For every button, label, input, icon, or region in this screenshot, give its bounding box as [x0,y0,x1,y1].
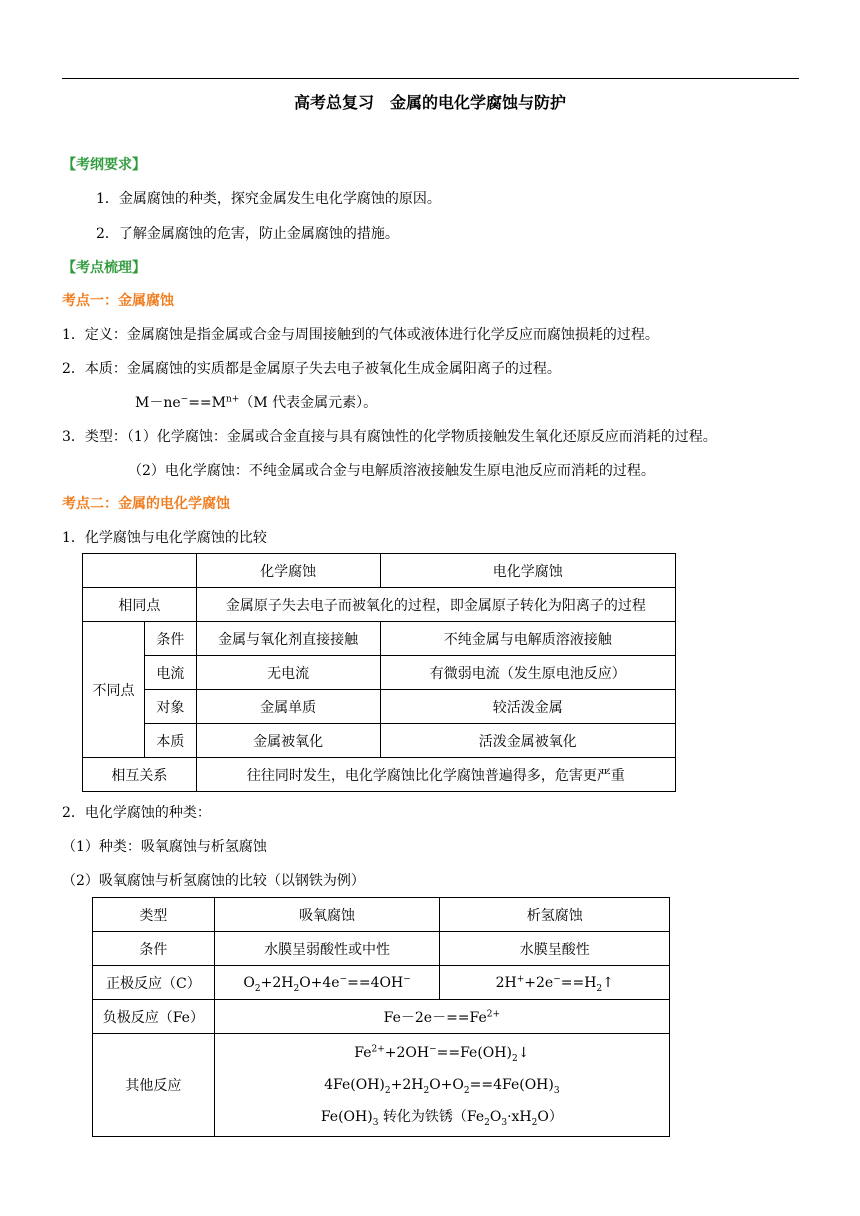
table-row-label: 对象 [144,690,196,724]
comparison-table-1 [82,553,676,792]
equation-positive-hydrogen: $2H^++2e^-==H_2↑$ [440,966,670,1000]
rust-text: 转化为铁锈（Fe [382,1109,485,1125]
kinds-item-1: （1）种类：吸氧腐蚀与析氢腐蚀 [62,839,267,855]
table-row [83,588,676,622]
point1-essence: 2．本质：金属腐蚀的实质都是金属原子失去电子被氧化生成金属阳离子的过程。 [62,361,561,377]
formula-sup-2: n+ [225,394,240,405]
table-row [93,1000,670,1034]
table-row [83,656,676,690]
table-row [93,898,670,932]
table-header-oxygen: 吸氧腐蚀 [214,898,440,932]
kinds-item-2: （2）吸氧腐蚀与析氢腐蚀的比较（以钢铁为例） [62,873,365,889]
table-row-label: 本质 [144,724,196,758]
table-label-other: 其他反应 [93,1034,215,1137]
kinds-title: 2．电化学腐蚀的种类： [62,805,211,821]
table-cell: 较活泼金属 [380,690,676,724]
table-cell: 活泼金属被氧化 [380,724,676,758]
formula-sup-1: − [180,394,189,405]
table-row [83,724,676,758]
formula-part-c: （M 代表金属元素）。 [239,395,378,411]
table-row-label: 电流 [144,656,196,690]
table-cell: 金属被氧化 [196,724,380,758]
points-heading: 【考点梳理】 [62,260,146,276]
point1-type2: （2）电化学腐蚀：不纯金属或合金与电解质溶液接触发生原电池反应而消耗的过程。 [128,463,655,479]
table-row [93,1034,670,1137]
table-row [83,690,676,724]
table-label-diff: 不同点 [83,622,145,758]
equation-other-group [214,1034,669,1137]
point1-formula [135,394,377,412]
point1-heading: 考点一：金属腐蚀 [62,293,174,309]
equation-positive-oxygen: $O_2+2H_2O+4e^-==4OH^-$ [214,966,440,1000]
comparison-table-2 [92,897,670,1137]
table-cell: 不纯金属与电解质溶液接触 [380,622,676,656]
table-row [83,622,676,656]
table-row [83,554,676,588]
table-header-electro: 电化学腐蚀 [380,554,676,588]
table-row [93,966,670,1000]
point1-definition: 1．定义：金属腐蚀是指金属或合金与周围接触到的气体或液体进行化学反应而腐蚀损耗的过程。 [62,327,659,343]
table-value-relation: 往往同时发生，电化学腐蚀比化学腐蚀普遍得多，危害更严重 [196,758,675,792]
header-rule [62,78,799,79]
table-label-same: 相同点 [83,588,197,622]
equation-other-2: $4Fe(OH)_2+2H_2O+O_2==4Fe(OH)_3$ [324,1077,560,1096]
table-row [83,758,676,792]
table-cell: 有微弱电流（发生原电池反应） [380,656,676,690]
equation-other-3: $Fe(OH)_3$ 转化为铁锈$(Fe_2O_3\cdot xH_2O)$ [320,1109,563,1128]
formula-part-b: ==M [188,395,226,411]
table-label-positive: 正极反应（C） [93,966,215,1000]
table-row-label: 条件 [144,622,196,656]
table-cell: 水膜呈酸性 [440,932,670,966]
table-value-same: 金属原子失去电子而被氧化的过程，即金属原子转化为阳离子的过程 [196,588,675,622]
formula-part-a: M－ne [135,395,181,411]
table-header-chem: 化学腐蚀 [196,554,380,588]
compare-title: 1．化学腐蚀与电化学腐蚀的比较 [62,530,267,546]
table-label-relation: 相互关系 [83,758,197,792]
table-row [93,932,670,966]
table-cell: 无电流 [196,656,380,690]
point2-heading: 考点二：金属的电化学腐蚀 [62,496,230,512]
equation-negative: $Fe-2e-==Fe^{2+}$ [214,1000,669,1034]
table-cell: 水膜呈弱酸性或中性 [214,932,440,966]
table-cell: 金属单质 [196,690,380,724]
table-label-condition: 条件 [93,932,215,966]
point1-type1: 3．类型：（1）化学腐蚀：金属或合金直接与具有腐蚀性的化学物质接触发生氧化还原反应而消耗的过程。 [62,429,717,445]
table-cell: 金属与氧化剂直接接触 [196,622,380,656]
requirement-item-1: 1．金属腐蚀的种类，探究金属发生电化学腐蚀的原因。 [96,191,441,207]
table-cell-empty [83,554,197,588]
requirements-heading: 【考纲要求】 [62,157,146,173]
table-header-type: 类型 [93,898,215,932]
table-header-hydrogen: 析氢腐蚀 [440,898,670,932]
page-title: 高考总复习 金属的电化学腐蚀与防护 [293,93,566,112]
requirement-item-2: 2．了解金属腐蚀的危害，防止金属腐蚀的措施。 [96,226,399,242]
table-label-negative: 负极反应（Fe） [93,1000,215,1034]
equation-other-1: $Fe^{2+}+2OH^-==Fe(OH)_2↓$ [354,1044,530,1064]
